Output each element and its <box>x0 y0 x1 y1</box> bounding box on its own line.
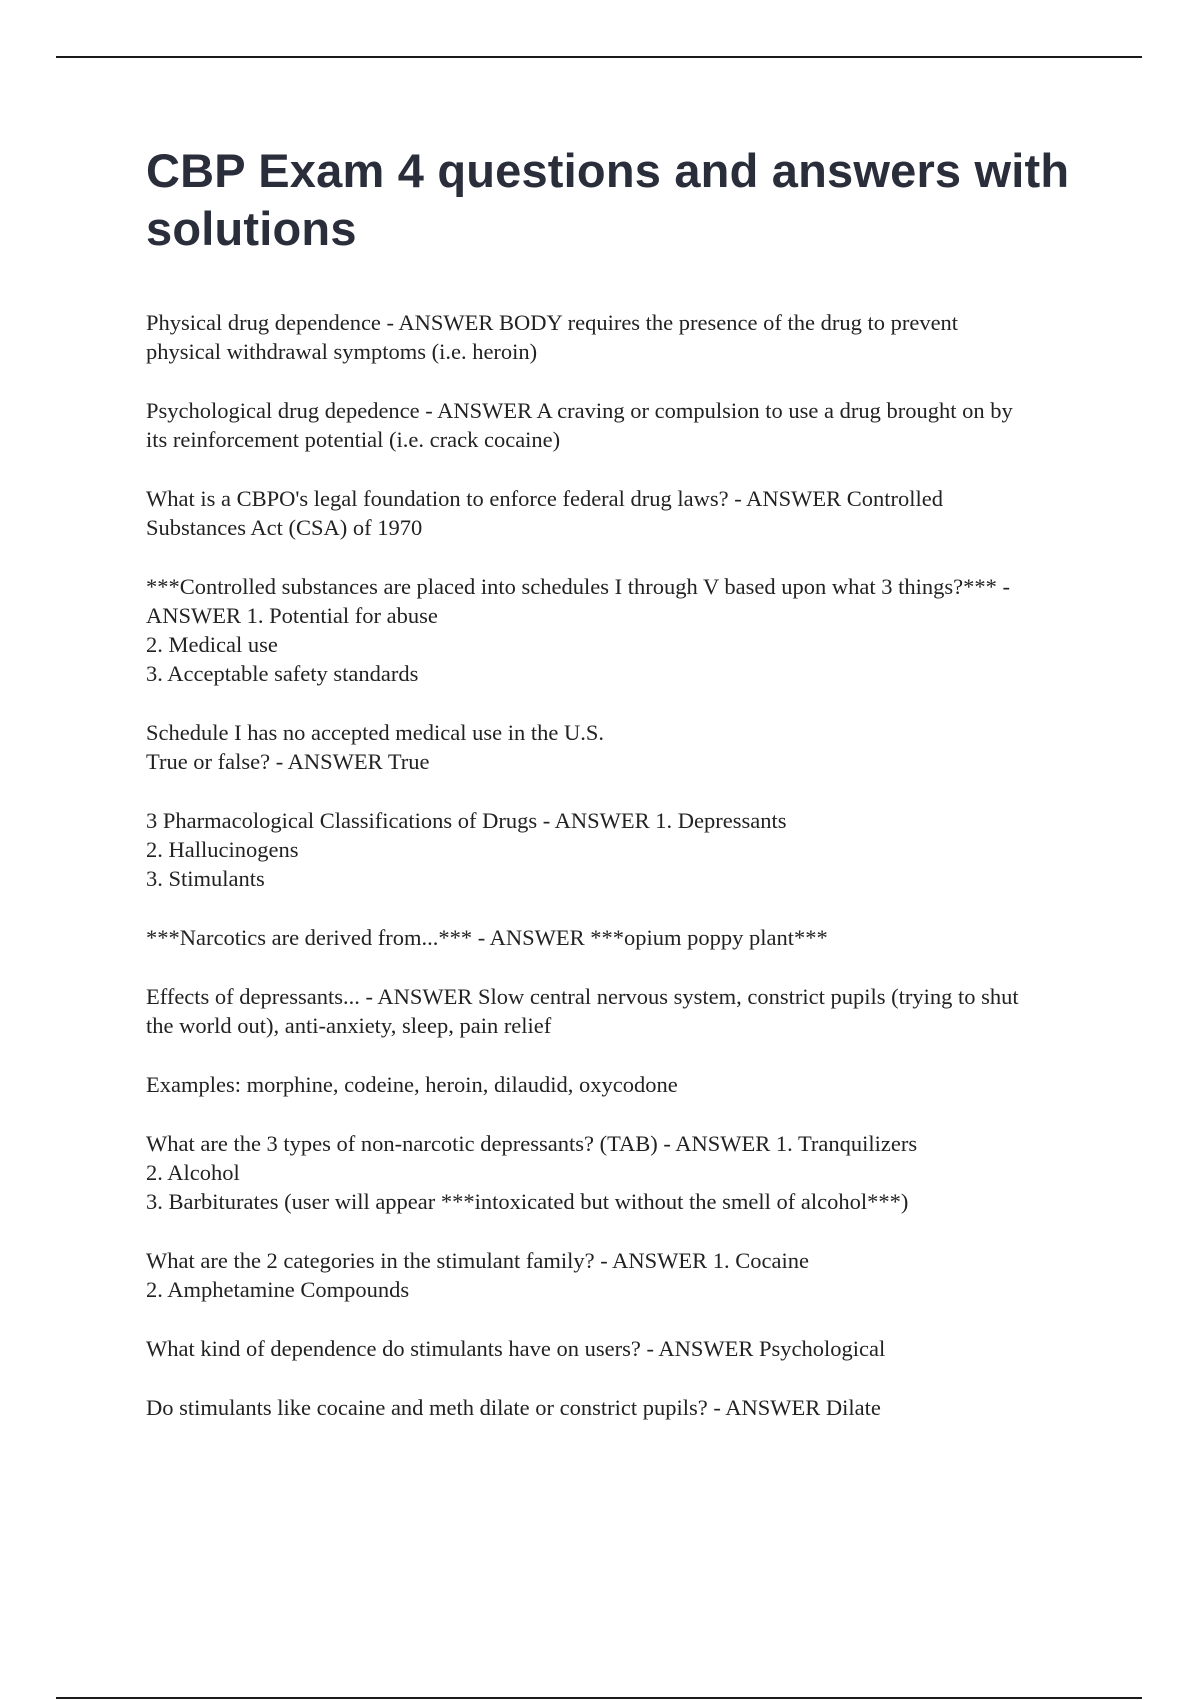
qa-entry <box>146 1246 1106 1304</box>
qa-line: 2. Medical use <box>146 632 278 657</box>
qa-entry <box>146 806 1106 893</box>
qa-line: ANSWER 1. Potential for abuse <box>146 603 438 628</box>
qa-entry <box>146 308 1106 366</box>
qa-line: Psychological drug depedence - ANSWER A craving or compulsion to use a drug brought on by <box>146 398 1013 423</box>
qa-entry <box>146 718 1106 776</box>
qa-line: What is a CBPO's legal foundation to enforce federal drug laws? - ANSWER Controlled <box>146 486 943 511</box>
qa-line: Substances Act (CSA) of 1970 <box>146 515 423 540</box>
bottom-divider <box>56 1697 1142 1699</box>
qa-line: True or false? - ANSWER True <box>146 749 430 774</box>
qa-line: ***Narcotics are derived from...*** - ANSWER ***opium poppy plant*** <box>146 925 828 950</box>
document-body <box>146 142 1106 1452</box>
qa-line: 3. Acceptable safety standards <box>146 661 419 686</box>
qa-entry <box>146 572 1106 688</box>
qa-entry <box>146 484 1106 542</box>
qa-line: 3 Pharmacological Classifications of Drugs - ANSWER 1. Depressants <box>146 808 787 833</box>
top-divider <box>56 56 1142 58</box>
qa-line: Examples: morphine, codeine, heroin, dilaudid, oxycodone <box>146 1072 678 1097</box>
qa-line: What are the 3 types of non-narcotic depressants? (TAB) - ANSWER 1. Tranquilizers <box>146 1131 918 1156</box>
qa-line: What kind of dependence do stimulants have on users? - ANSWER Psychological <box>146 1336 886 1361</box>
qa-line: Physical drug dependence - ANSWER BODY requires the presence of the drug to prevent <box>146 310 959 335</box>
qa-line: Schedule I has no accepted medical use in the U.S. <box>146 720 604 745</box>
qa-entry <box>146 1070 1106 1099</box>
qa-line: ***Controlled substances are placed into schedules I through V based upon what 3 things?*** - <box>146 574 1010 599</box>
qa-entry <box>146 923 1106 952</box>
page-title: CBP Exam 4 questions and answers with solutions <box>146 144 1070 255</box>
qa-line: Effects of depressants... - ANSWER Slow central nervous system, constrict pupils (trying to shut <box>146 984 1019 1009</box>
qa-entry <box>146 1129 1106 1216</box>
qa-line: its reinforcement potential (i.e. crack cocaine) <box>146 427 561 452</box>
qa-line: What are the 2 categories in the stimulant family? - ANSWER 1. Cocaine <box>146 1248 809 1273</box>
qa-line: physical withdrawal symptoms (i.e. heroin) <box>146 339 538 364</box>
qa-entry <box>146 1334 1106 1363</box>
qa-entry <box>146 982 1106 1040</box>
qa-line: 2. Hallucinogens <box>146 837 299 862</box>
qa-list <box>146 308 1106 1422</box>
qa-line: 3. Stimulants <box>146 866 265 891</box>
qa-line: 2. Alcohol <box>146 1160 240 1185</box>
qa-line: Do stimulants like cocaine and meth dilate or constrict pupils? - ANSWER Dilate <box>146 1395 881 1420</box>
qa-entry <box>146 1393 1106 1422</box>
qa-line: 3. Barbiturates (user will appear ***intoxicated but without the smell of alcohol***) <box>146 1189 909 1214</box>
qa-line: 2. Amphetamine Compounds <box>146 1277 410 1302</box>
qa-entry <box>146 396 1106 454</box>
qa-line: the world out), anti-anxiety, sleep, pain relief <box>146 1013 552 1038</box>
